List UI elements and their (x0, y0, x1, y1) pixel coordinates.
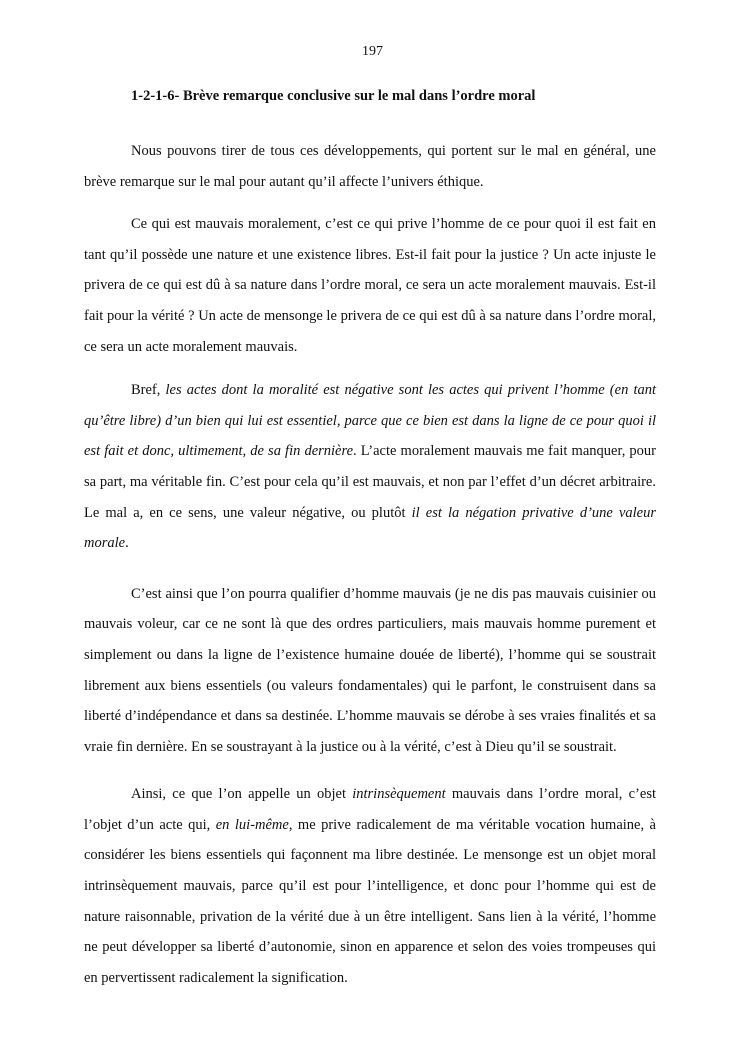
paragraph-3-text-3: . (125, 535, 129, 552)
paragraph-2: Ce qui est mauvais moralement, c’est ce qui prive l’homme de ce pour quoi il est fait en tant qu’il possède une nature et une existence libres. Est-il fait pour la justice ? Un acte injuste le privera de ce qui est dû à sa nature dans l’ordre moral, ce sera un acte moralement mauvais. Est-il fait pour la vérité ? Un acte de mensonge le privera de ce qui est dû à sa nature dans l’ordre moral, ce sera un acte moralement mauvais. (84, 216, 656, 355)
paragraph-1: Nous pouvons tirer de tous ces développements, qui portent sur le mal en général, une brève remarque sur le mal pour autant qu’il affecte l’univers éthique. (84, 143, 656, 190)
paragraph-3 (84, 375, 656, 559)
paragraph-5-text-1: Ainsi, ce que l’on appelle un objet (131, 786, 353, 803)
paragraph-3-text-2: . L’acte moralement mauvais me fait manquer, pour sa part, ma véritable fin. C’est pour cela qu’il est mauvais, et non par l’effet d’un décret arbitraire. Le mal a, en ce sens, une valeur négative, ou plutôt (84, 443, 656, 521)
page-number: 197 (362, 44, 383, 59)
document-body (84, 87, 656, 1009)
section-heading: 1-2-1-6- Brève remarque conclusive sur le mal dans l’ordre moral (131, 88, 536, 104)
paragraph-3-text-1: Bref, (131, 382, 166, 399)
paragraph-3-emphasis-2: il est la négation privative d’une valeur morale (84, 504, 656, 552)
paragraph-3-emphasis-1: les actes dont la moralité est négative sont les actes qui privent l’homme (en tant qu’être libre) d’un bien qui lui est essentiel, parce que ce bien est dans la ligne de ce pour quoi il est fait et donc, ultimement, de sa fin dernière (84, 382, 657, 460)
paragraph-4: C’est ainsi que l’on pourra qualifier d’homme mauvais (je ne dis pas mauvais cuisinier ou mauvais voleur, car ce ne sont là que des ordres particuliers, mais mauvais homme purement et simplement ou dans la ligne de l’existence humaine douée de liberté), l’homme qui se soustrait librement aux biens essentiels (ou valeurs fondamentales) qui le parfont, le construisent dans sa liberté d’indépendance et dans sa destinée. L’homme mauvais se dérobe à ses vraies finalités et sa vraie fin dernière. En se soustrayant à la justice ou à la vérité, c’est à Dieu qu’il se soustrait. (84, 585, 656, 755)
paragraph-5-emphasis-1: intrinsèquement (352, 786, 446, 803)
paragraph-5-text-3: , me prive radicalement de ma véritable vocation humaine, à considérer les biens essentiels qui façonnent ma libre destinée. Le mensonge est un objet moral intrinsèquement mauvais, parce qu’il est pour l’intelligence, et donc pour l’homme qui est de nature raisonnable, privation de la vérité due à un être intelligent. Sans lien à la vérité, l’homme ne peut développer sa liberté d’autonomie, sinon en apparence et selon des voies trompeuses qui en pervertissent radicalement la signification. (84, 816, 656, 986)
paragraph-5 (84, 779, 656, 993)
paragraph-5-text-2: mauvais dans l’ordre moral, c’est l’objet d’un acte qui, (84, 786, 656, 833)
paragraph-5-emphasis-2: en lui-même (215, 816, 289, 833)
